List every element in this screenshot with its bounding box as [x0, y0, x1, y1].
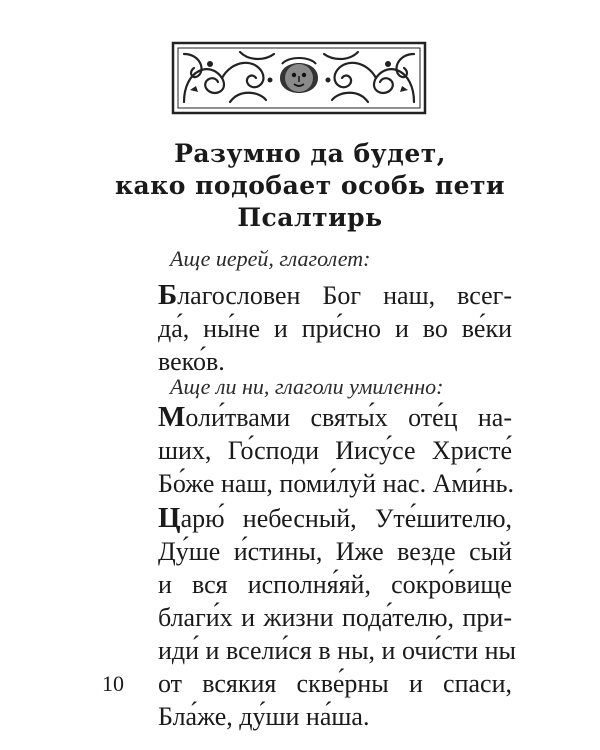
text-line: иди́ и всели́ся в ны, и очи́сти ны [158, 636, 516, 665]
text-line: благи́х и жизни пода́телю, при- [158, 603, 512, 632]
prayer-blessing [158, 279, 512, 378]
section-title [110, 138, 510, 234]
text-line: Царю́ небесный, Уте́шителю, [158, 502, 512, 534]
page-number: 10 [102, 671, 124, 696]
prayer-heavenly-king [158, 502, 516, 733]
text-line: веко́в. [158, 347, 225, 376]
title-line: како подобает особь пети [114, 171, 506, 200]
drop-initial: М [158, 401, 186, 433]
ornamental-headpiece-icon [170, 40, 428, 116]
title-line: Разумно да будет, [174, 139, 446, 168]
text-line: Моли́твами святы́х оте́ц на- [158, 401, 512, 433]
drop-initial: Б [158, 279, 178, 311]
title-line: Псалтирь [237, 203, 383, 232]
text-line: ших, Го́споди Иису́се Христе́ [158, 436, 512, 465]
text-line: от всякия скве́рны и спаси, [158, 669, 512, 698]
prayer-jesus [158, 401, 515, 500]
drop-initial: Ц [158, 502, 181, 534]
rubric-layman: Аще ли ни, глаголи умиленно: [170, 374, 444, 399]
text-line: и вся исполня́яй, сокро́вище [158, 570, 512, 599]
text-line: Бла́же, ду́ши на́ша. [158, 702, 370, 731]
text-line: Бо́же наш, поми́луй нас. Ами́нь. [158, 469, 515, 498]
text-line: да́, ны́не и при́сно и во ве́ки [158, 314, 512, 343]
text-line: Благословен Бог наш, всег- [158, 279, 512, 311]
rubric-priest: Аще иерей, глаголет: [170, 246, 371, 271]
text-line: Ду́ше и́стины, Иже везде сый [158, 537, 512, 566]
